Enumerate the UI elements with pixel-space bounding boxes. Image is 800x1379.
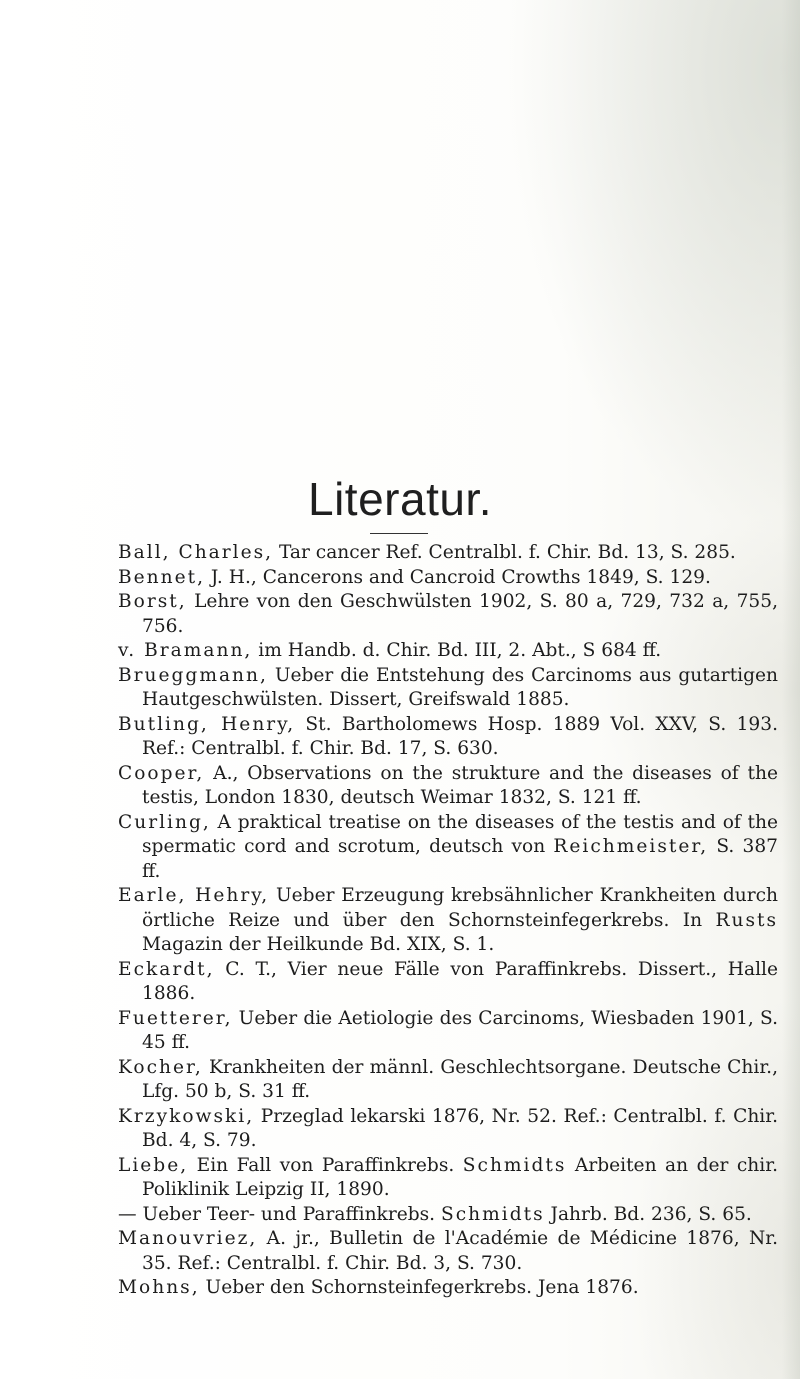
- reference-author: Kocher,: [118, 1056, 203, 1078]
- reference-spaced-name: Schmidts: [462, 1154, 567, 1176]
- reference-entry: [118, 958, 778, 1007]
- reference-spaced-name: Schmidts: [440, 1203, 545, 1225]
- reference-entry: [118, 811, 778, 885]
- reference-text: Ueber den Schornsteinfegerkrebs. Jena 1876.: [199, 1277, 639, 1298]
- reference-author: Eckardt,: [118, 958, 215, 980]
- reference-entry: [118, 1276, 778, 1301]
- reference-entry: [118, 713, 778, 762]
- reference-author: Liebe,: [118, 1154, 189, 1176]
- reference-entry: [118, 541, 778, 566]
- reference-text: im Handb. d. Chir. Bd. III, 2. Abt., S 684 ff.: [252, 640, 662, 661]
- reference-text-tail: Magazin der Heilkunde Bd. XIX, S. 1.: [142, 934, 495, 955]
- reference-entry: [118, 664, 778, 713]
- reference-entry: [118, 639, 778, 664]
- reference-text: Lehre von den Geschwülsten 1902, S. 80 a, 729, 732 a, 755, 756.: [142, 591, 778, 637]
- page-edge-shadow: [782, 0, 800, 1379]
- reference-text: A praktical treatise on the diseases of the testis and of the spermatic cord and scrotum, deutsch von: [142, 811, 778, 857]
- reference-author: Bennet,: [118, 566, 206, 588]
- reference-text: A., Observations on the strukture and the diseases of the testis, London 1830, deutsch Weimar 1832, S. 121 ff.: [142, 762, 778, 808]
- reference-author: Cooper,: [118, 762, 205, 784]
- reference-text: A. jr., Bulletin de l'Académie de Médicine 1876, Nr. 35. Ref.: Centralbl. f. Chir. Bd. 3, S. 730.: [142, 1228, 778, 1274]
- reference-text: Tar cancer Ref. Centralbl. f. Chir. Bd. 13, S. 285.: [273, 542, 736, 563]
- reference-text-tail: Arbeiten an der chir. Poliklinik Leipzig II, 1890.: [142, 1154, 778, 1200]
- reference-text: Przeglad lekarski 1876, Nr. 52. Ref.: Centralbl. f. Chir. Bd. 4, S. 79.: [142, 1105, 778, 1151]
- reference-entry: [118, 1056, 778, 1105]
- reference-text: Ueber Teer- und Paraffinkrebs.: [136, 1203, 441, 1225]
- reference-author: Krzykowski,: [118, 1105, 255, 1127]
- reference-spaced-name: Reichmeister,: [553, 836, 709, 857]
- reference-author: Manouvriez,: [118, 1228, 258, 1249]
- reference-author: Curling,: [118, 811, 211, 833]
- reference-author: Butling, Henry,: [118, 713, 296, 735]
- reference-entry: [118, 1105, 778, 1154]
- reference-text-tail: S. 387 ff.: [142, 836, 778, 882]
- reference-entry: [118, 762, 778, 811]
- reference-text: Ueber die Aetiologie des Carcinoms, Wiesbaden 1901, S. 45 ff.: [142, 1007, 778, 1053]
- reference-text: J. H., Cancerons and Cancroid Crowths 1849, S. 129.: [205, 566, 711, 588]
- reference-entry: [118, 1007, 778, 1056]
- reference-text: St. Bartholomews Hosp. 1889 Vol. XXV, S. 193. Ref.: Centralbl. f. Chir. Bd. 17, S. 630.: [142, 713, 778, 759]
- reference-entry: [118, 1154, 778, 1203]
- reference-text: Ein Fall von Paraffinkrebs.: [188, 1154, 463, 1176]
- reference-text: C. T., Vier neue Fälle von Paraffinkrebs. Dissert., Halle 1886.: [142, 958, 778, 1004]
- page-title: Literatur.: [308, 473, 492, 525]
- reference-text-tail: Jahrb. Bd. 236, S. 65.: [544, 1203, 752, 1225]
- reference-author: Fuetterer,: [118, 1007, 233, 1029]
- reference-entry: [118, 1227, 778, 1276]
- reference-author: Brueggmann,: [118, 664, 268, 686]
- reference-entry: [118, 884, 778, 958]
- reference-author: v. Bramann,: [118, 640, 253, 661]
- reference-author: Ball, Charles,: [118, 542, 274, 563]
- reference-entry: [118, 566, 778, 591]
- reference-author: Borst,: [118, 591, 187, 612]
- reference-text: Krankheiten der männl. Geschlechtsorgane. Deutsche Chir., Lfg. 50 b, S. 31 ff.: [142, 1056, 778, 1102]
- reference-spaced-name: Rusts: [715, 909, 778, 931]
- reference-author: Mohns,: [118, 1277, 200, 1298]
- title-rule: [370, 533, 428, 534]
- reference-text: Ueber Erzeugung krebsähnlicher Krankheiten durch örtliche Reize und über den Schornsteinfegerkrebs. In: [142, 885, 778, 931]
- reference-author: Earle, Hehry,: [118, 885, 270, 906]
- reference-author: —: [118, 1203, 137, 1225]
- reference-text: Ueber die Entstehung des Carcinoms aus gutartigen Hautgeschwülsten. Dissert, Greifswald 1885.: [142, 664, 778, 710]
- reference-entry: [118, 1203, 778, 1228]
- reference-list: [118, 541, 778, 1301]
- reference-entry: [118, 590, 778, 639]
